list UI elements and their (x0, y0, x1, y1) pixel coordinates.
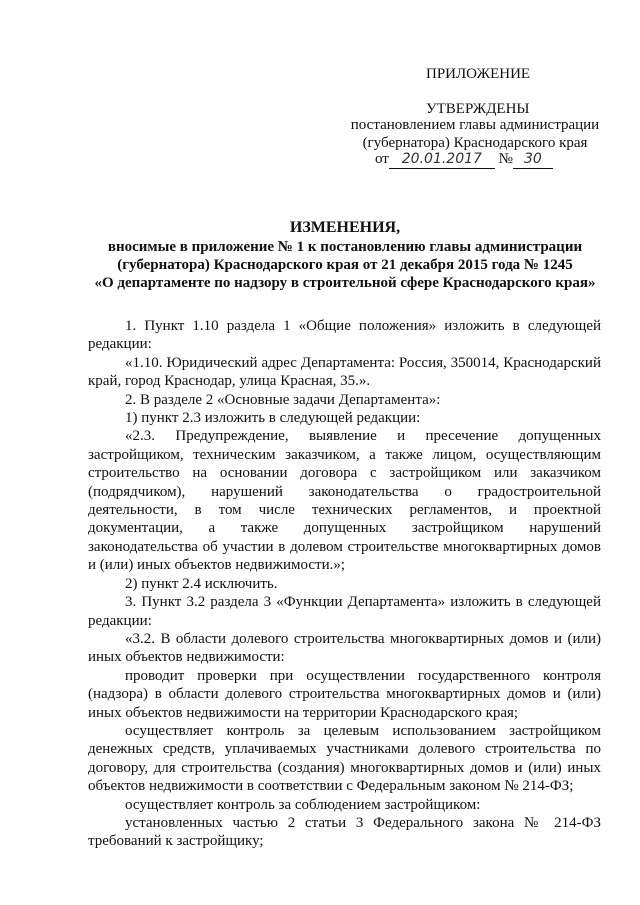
document-body (88, 317, 601, 851)
paragraph: осуществляет контроль за целевым использованием застройщиком денежных средств, уплачиваемых участниками долевого строительства по договору, для строительства (создания) многоквартирных домов и (или) иных объектов недвижимости в соответствии с Федеральным законом № 214-ФЗ; (88, 722, 601, 795)
paragraph: «1.10. Юридический адрес Департамента: Россия, 350014, Краснодарский край, город Краснодар, улица Красная, 35.». (88, 354, 601, 390)
title-line-3: «О департаменте по надзору в строительной сфере Краснодарского края» (94, 275, 596, 291)
appendix-label: ПРИЛОЖЕНИЕ (426, 66, 531, 82)
paragraph: проводит проверки при осуществлении государственного контроля (надзора) в области долевого строительства многоквартирных домов и (или) иных объектов недвижимости на территории Краснодарского края; (88, 667, 601, 721)
approval-line-2: (губернатора) Краснодарского края (362, 135, 588, 151)
paragraph: 3. Пункт 3.2 раздела 3 «Функции Департамента» изложить в следующей редакции: (88, 594, 601, 629)
approved-label: УТВЕРЖДЕНЫ (426, 101, 530, 117)
title-line-1: вносимые в приложение № 1 к постановлению главы администрации (107, 239, 583, 255)
approval-date-line (375, 150, 553, 169)
paragraph: осуществляет контроль за соблюдением застройщиком: (125, 796, 481, 813)
handwritten-number: 30 (513, 151, 553, 169)
paragraph: 1) пункт 2.3 изложить в следующей редакции: (125, 410, 421, 427)
paragraph: 2) пункт 2.4 исключить. (125, 575, 278, 592)
approval-line-1: постановлением главы администрации (350, 117, 600, 133)
date-prefix: от (375, 151, 389, 167)
paragraph: 2. В разделе 2 «Основные задачи Департамента»: (125, 391, 441, 408)
title-line-2: (губернатора) Краснодарского края от 21 декабря 2015 года № 1245 (117, 257, 573, 273)
paragraph: установленных частью 2 статьи 3 Федерального закона № 214-ФЗ требований к застройщику; (88, 814, 601, 850)
handwritten-date: 20.01.2017 (389, 151, 495, 169)
paragraph: «2.3. Предупреждение, выявление и пресечение допущенных застройщиком, техническим заказчиком, а также лицом, осуществляющим строительство на основании договора с застройщиком или заказчиком (подрядчиком), нарушений законодательства о градостроительной деятельности, в том числе технических регламентов, и проектной документации, а также допущенных застройщиком нарушений законодательства об участии в долевом строительстве многоквартирных домов и (или) иных объектов недвижимости.»; (88, 428, 601, 574)
paragraph: «3.2. В области долевого строительства многоквартирных домов и (или) иных объектов недвижимости: (88, 630, 601, 666)
paragraph: 1. Пункт 1.10 раздела 1 «Общие положения» изложить в следующей редакции: (88, 318, 601, 353)
number-prefix: № (498, 151, 513, 167)
document-heading: ИЗМЕНЕНИЯ, (289, 219, 401, 236)
